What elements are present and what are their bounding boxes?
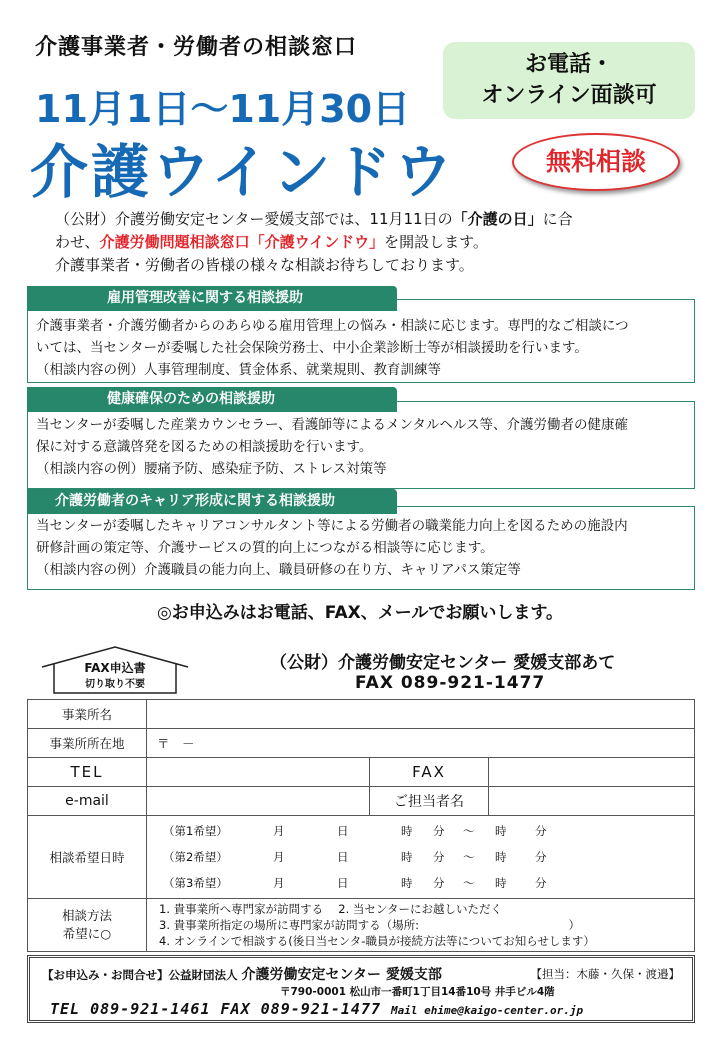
minute-unit: 分 bbox=[433, 850, 445, 864]
hour-unit: 時 bbox=[495, 824, 507, 838]
intro-text bbox=[55, 208, 695, 277]
intro-line1b: 「介護の日」 bbox=[452, 210, 543, 228]
footer-staff: 【担当：木藤・久保・渡邉】 bbox=[530, 967, 680, 981]
section-employment-box bbox=[27, 299, 695, 383]
footer-contact bbox=[50, 1000, 583, 1018]
header-subtitle: 介護事業者・労働者の相談窓口 bbox=[35, 35, 358, 60]
date-slot-row bbox=[163, 844, 688, 870]
intro-line1a: （公財）介護労働安定センター愛媛支部では、11月11日の bbox=[55, 210, 453, 228]
email-label: e-mail bbox=[28, 787, 147, 816]
free-consultation-badge: 無料相談 bbox=[512, 133, 680, 191]
section-line: いては、当センターが委嘱した社会保険労務士、中小企業診断士等が相談援助を行います。 bbox=[36, 340, 588, 356]
tel-label: TEL bbox=[28, 758, 147, 787]
fax-tag-line1: FAX申込書 bbox=[84, 661, 146, 675]
hour-unit: 時 bbox=[495, 876, 507, 890]
office-name-label: 事業所名 bbox=[28, 700, 147, 729]
month-unit: 月 bbox=[273, 824, 285, 838]
slot-label: （第3希望） bbox=[163, 876, 228, 890]
preferred-dates-field[interactable] bbox=[147, 816, 695, 899]
tilde: ～ bbox=[463, 850, 475, 864]
section-line: 当センターが委嘱した産業カウンセラー、看護師等によるメンタルヘルス等、介護労働者の健康確 bbox=[36, 417, 628, 433]
minute-unit: 分 bbox=[535, 876, 547, 890]
apply-instructions: ◎お申込みはお電話、FAX、メールでお願いします。 bbox=[156, 603, 564, 623]
intro-line1c: に合 bbox=[542, 210, 573, 228]
section-line: （相談内容の例）人事管理制度、賃金体系、就業規則、教育訓練等 bbox=[36, 362, 441, 378]
tel-field[interactable] bbox=[147, 758, 370, 787]
method-option[interactable]: 4. オンラインで相談する(後日当センタ-職員が接続方法等についてお知らせします） bbox=[159, 934, 595, 948]
section-career-box bbox=[27, 506, 695, 590]
day-unit: 日 bbox=[337, 824, 349, 838]
date-slot-row bbox=[163, 818, 688, 844]
intro-line2c: を開設します。 bbox=[384, 233, 488, 251]
minute-unit: 分 bbox=[433, 824, 445, 838]
email-field[interactable] bbox=[147, 787, 370, 816]
tilde: ～ bbox=[463, 876, 475, 890]
section-line: （相談内容の例）介護職員の能力向上、職員研修の在り方、キャリアパス策定等 bbox=[36, 562, 521, 578]
phone-box-line1: お電話・ bbox=[524, 52, 613, 77]
footer-org: 介護労働安定センター 愛媛支部 bbox=[241, 967, 442, 983]
section-career-title: 介護労働者のキャリア形成に関する相談援助 bbox=[27, 489, 397, 514]
method-option[interactable]: 1. 貴事業所へ専門家が訪問する 2. 当センターにお越しいただく bbox=[159, 902, 502, 916]
section-employment-title: 雇用管理改善に関する相談援助 bbox=[27, 286, 397, 311]
minute-unit: 分 bbox=[535, 824, 547, 838]
office-address-label: 事業所所在地 bbox=[28, 729, 147, 758]
method-options[interactable] bbox=[147, 899, 695, 952]
section-health-title: 健康確保のための相談援助 bbox=[27, 387, 397, 412]
day-unit: 日 bbox=[337, 850, 349, 864]
addressee-line: （公財）介護労働安定センター 愛媛支部あて bbox=[270, 653, 616, 673]
contact-person-field[interactable] bbox=[489, 787, 695, 816]
footer-org-line bbox=[42, 964, 442, 984]
page-title: 介護ウインドウ bbox=[30, 138, 456, 206]
slot-label: （第2希望） bbox=[163, 850, 228, 864]
fax-label: FAX bbox=[370, 758, 489, 787]
campaign-dates: 11月1日～11月30日 bbox=[35, 87, 411, 131]
intro-line3: 介護事業者・労働者の皆様の様々な相談お待ちしております。 bbox=[55, 256, 474, 274]
section-line: 研修計画の策定等、介護サービスの質的向上につながる相談等に応じます。 bbox=[36, 540, 494, 556]
fax-tag-line2: 切り取り不要 bbox=[85, 679, 145, 690]
footer-lead: 【お申込み・お問合せ】公益財団法人 bbox=[42, 968, 242, 982]
application-form bbox=[27, 699, 695, 952]
fax-field[interactable] bbox=[489, 758, 695, 787]
method-label-line1: 相談方法 bbox=[61, 908, 112, 923]
preferred-dates-label: 相談希望日時 bbox=[28, 816, 147, 899]
hour-unit: 時 bbox=[401, 824, 413, 838]
hour-unit: 時 bbox=[401, 850, 413, 864]
section-line: 保に対する意識啓発を図るための相談援助を行います。 bbox=[36, 439, 373, 455]
section-line: （相談内容の例）腰痛予防、感染症予防、ストレス対策等 bbox=[36, 461, 387, 477]
minute-unit: 分 bbox=[535, 850, 547, 864]
hour-unit: 時 bbox=[401, 876, 413, 890]
section-line: 当センターが委嘱したキャリアコンサルタント等による労働者の職業能力向上を図るための施設内 bbox=[36, 518, 628, 534]
method-option[interactable]: 3. 貴事業所指定の場所に専門家が訪問する（場所: ） bbox=[159, 918, 580, 932]
hour-unit: 時 bbox=[495, 850, 507, 864]
footer-tel-fax: TEL 089-921-1461 FAX 089-921-1477 bbox=[50, 1000, 392, 1018]
contact-footer bbox=[27, 955, 695, 1023]
office-address-field[interactable] bbox=[147, 729, 695, 758]
postal-mark: 〒 － bbox=[157, 736, 195, 751]
intro-line2a: わせ、 bbox=[55, 233, 100, 251]
section-health-box bbox=[27, 401, 695, 489]
section-line: 介護事業者・介護労働者からのあらゆる雇用管理上の悩み・相談に応じます。専門的なご相談につ bbox=[36, 318, 629, 334]
office-name-field[interactable] bbox=[147, 700, 695, 729]
month-unit: 月 bbox=[273, 876, 285, 890]
footer-email[interactable]: Mail ehime@kaigo-center.or.jp bbox=[391, 1004, 584, 1017]
tilde: ～ bbox=[463, 824, 475, 838]
intro-line2b: 介護労働問題相談窓口「介護ウインドウ」 bbox=[99, 233, 385, 251]
fax-form-tag bbox=[40, 645, 190, 695]
method-label-line2: 希望に○ bbox=[62, 926, 112, 941]
method-label bbox=[28, 899, 147, 952]
month-unit: 月 bbox=[273, 850, 285, 864]
footer-address: 〒790-0001 松山市一番町1丁目14番10号 井手ビル4階 bbox=[280, 986, 555, 998]
fax-number: FAX 089-921-1477 bbox=[355, 673, 546, 693]
slot-label: （第1希望） bbox=[163, 824, 228, 838]
contact-person-label: ご担当者名 bbox=[370, 787, 489, 816]
day-unit: 日 bbox=[337, 876, 349, 890]
phone-online-box bbox=[443, 42, 695, 119]
minute-unit: 分 bbox=[433, 876, 445, 890]
date-slot-row bbox=[163, 870, 688, 896]
phone-box-line2: オンライン面談可 bbox=[481, 83, 657, 108]
